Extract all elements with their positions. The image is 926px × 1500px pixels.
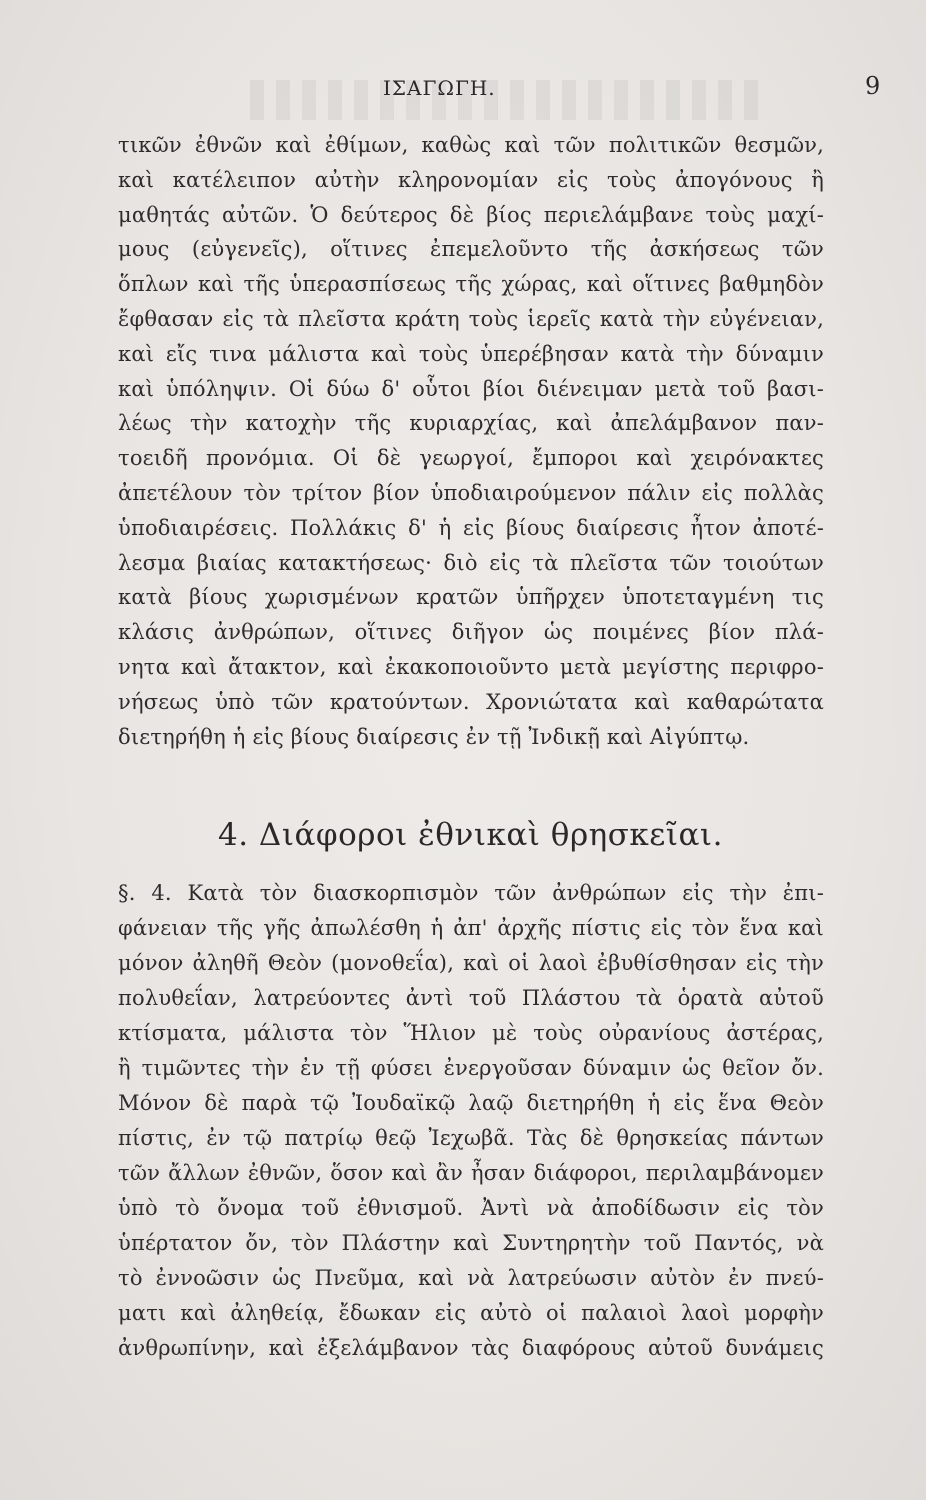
text-line: καὶ κατέλειπον αὐτὴν κληρονομίαν εἰς τοὺς ἀπογόνους ἢ (118, 167, 824, 192)
text-line: ὑποδιαιρέσεις. Πολλάκις δ' ἡ εἰς βίους διαίρεσις ἦτον ἀποτέ- (118, 515, 824, 540)
text-line: ἀπετέλουν τὸν τρίτον βίον ὑποδιαιρούμενον πάλιν εἰς πολλὰς (118, 480, 824, 505)
section-heading: 4. Διάφοροι ἐθνικαὶ θρησκεῖαι. (218, 817, 723, 853)
text-line: νητα καὶ ἄτακτον, καὶ ἐκακοποιοῦντο μετὰ μεγίστης περιφρο- (118, 654, 824, 679)
running-title: ΙΣΑΓΩΓΗ. (383, 76, 496, 100)
text-line: §. 4. Κατὰ τὸν διασκορπισμὸν τῶν ἀνθρώπων εἰς τὴν ἐπι- (118, 881, 824, 905)
text-line: ὑπέρτατον ὄν, τὸν Πλάστην καὶ Συντηρητὴν τοῦ Παντός, νὰ (118, 1231, 824, 1255)
text-line: καὶ εἴς τινα μάλιστα καὶ τοὺς ὑπερέβησαν κατὰ τὴν δύναμιν (118, 341, 824, 366)
text-line: κλάσις ἀνθρώπων, οἵτινες διῆγον ὡς ποιμένες βίον πλά- (118, 620, 824, 645)
text-line: ἢ τιμῶντες τὴν ἐν τῇ φύσει ἐνεργοῦσαν δύναμιν ὡς θεῖον ὄν. (118, 1056, 824, 1080)
text-line: ὑπὸ τὸ ὄνομα τοῦ ἐθνισμοῦ. Ἀντὶ νὰ ἀποδίδωσιν εἰς τὸν (118, 1196, 824, 1220)
text-line: ματι καὶ ἀληθείᾳ, ἔδωκαν εἰς αὐτὸ οἱ παλαιοὶ λαοὶ μορφὴν (118, 1301, 824, 1325)
paragraph-1 (118, 128, 824, 754)
text-line: φάνειαν τῆς γῆς ἀπωλέσθη ἡ ἀπ' ἀρχῆς πίστις εἰς τὸν ἕνα καὶ (118, 916, 824, 940)
text-line: Μόνον δὲ παρὰ τῷ Ἰουδαϊκῷ λαῷ διετηρήθη ἡ εἰς ἕνα Θεὸν (118, 1091, 824, 1115)
text-line: ἀνθρωπίνην, καὶ ἐξελάμβανον τὰς διαφόρους αὐτοῦ δυνάμεις (118, 1336, 824, 1360)
text-line: πολυθεΐαν, λατρεύοντες ἀντὶ τοῦ Πλάστου τὰ ὁρατὰ αὐτοῦ (118, 986, 824, 1010)
text-line: πίστις, ἐν τῷ πατρίῳ θεῷ Ἰεχωβᾶ. Τὰς δὲ θρησκείας πάντων (118, 1126, 824, 1150)
text-line: καὶ ὑπόληψιν. Οἱ δύω δ' οὗτοι βίοι διένειμαν μετὰ τοῦ βασι- (118, 376, 824, 401)
text-line: κτίσματα, μάλιστα τὸν Ἥλιον μὲ τοὺς οὐρανίους ἀστέρας, (118, 1021, 824, 1045)
text-line: κατὰ βίους χωρισμένων κρατῶν ὑπῆρχεν ὑποτεταγμένη τις (118, 585, 824, 610)
text-line: ὅπλων καὶ τῆς ὑπερασπίσεως τῆς χώρας, καὶ οἵτινες βαθμηδὸν (118, 272, 824, 297)
text-line: μους (εὐγενεῖς), οἵτινες ἐπεμελοῦντο τῆς ἀσκήσεως τῶν (118, 237, 824, 262)
text-line: νήσεως ὑπὸ τῶν κρατούντων. Χρονιώτατα καὶ καθαρώτατα (118, 689, 824, 714)
running-head (0, 68, 926, 108)
text-line: τῶν ἄλλων ἐθνῶν, ὅσον καὶ ἂν ἦσαν διάφοροι, περιλαμβάνομεν (118, 1161, 824, 1185)
text-line: λεσμα βιαίας κατακτήσεως· διὸ εἰς τὰ πλεῖστα τῶν τοιούτων (118, 550, 824, 575)
page-number: 9 (865, 72, 881, 100)
text-line: ἔφθασαν εἰς τὰ πλεῖστα κράτη τοὺς ἱερεῖς κατὰ τὴν εὐγένειαν, (118, 306, 824, 331)
paragraph-2 (118, 876, 824, 1366)
text-line: μαθητάς αὐτῶν. Ὁ δεύτερος δὲ βίος περιελάμβανε τοὺς μαχί- (118, 202, 824, 227)
text-line: λέως τὴν κατοχὴν τῆς κυριαρχίας, καὶ ἀπελάμβανον παν- (118, 411, 824, 436)
text-line: τὸ ἐννοῶσιν ὡς Πνεῦμα, καὶ νὰ λατρεύωσιν αὐτὸν ἐν πνεύ- (118, 1266, 824, 1290)
text-line: τοειδῆ προνόμια. Οἱ δὲ γεωργοί, ἔμποροι καὶ χειρόνακτες (118, 446, 824, 471)
text-line: διετηρήθη ἡ εἰς βίους διαίρεσις ἐν τῇ Ἰνδικῇ καὶ Αἰγύπτῳ. (118, 724, 750, 749)
text-line: μόνον ἀληθῆ Θεὸν (μονοθεΐα), καὶ οἱ λαοὶ ἐβυθίσθησαν εἰς τὴν (118, 951, 824, 975)
text-line: τικῶν ἐθνῶν καὶ ἐθίμων, καθὼς καὶ τῶν πολιτικῶν θεσμῶν, (118, 133, 824, 157)
